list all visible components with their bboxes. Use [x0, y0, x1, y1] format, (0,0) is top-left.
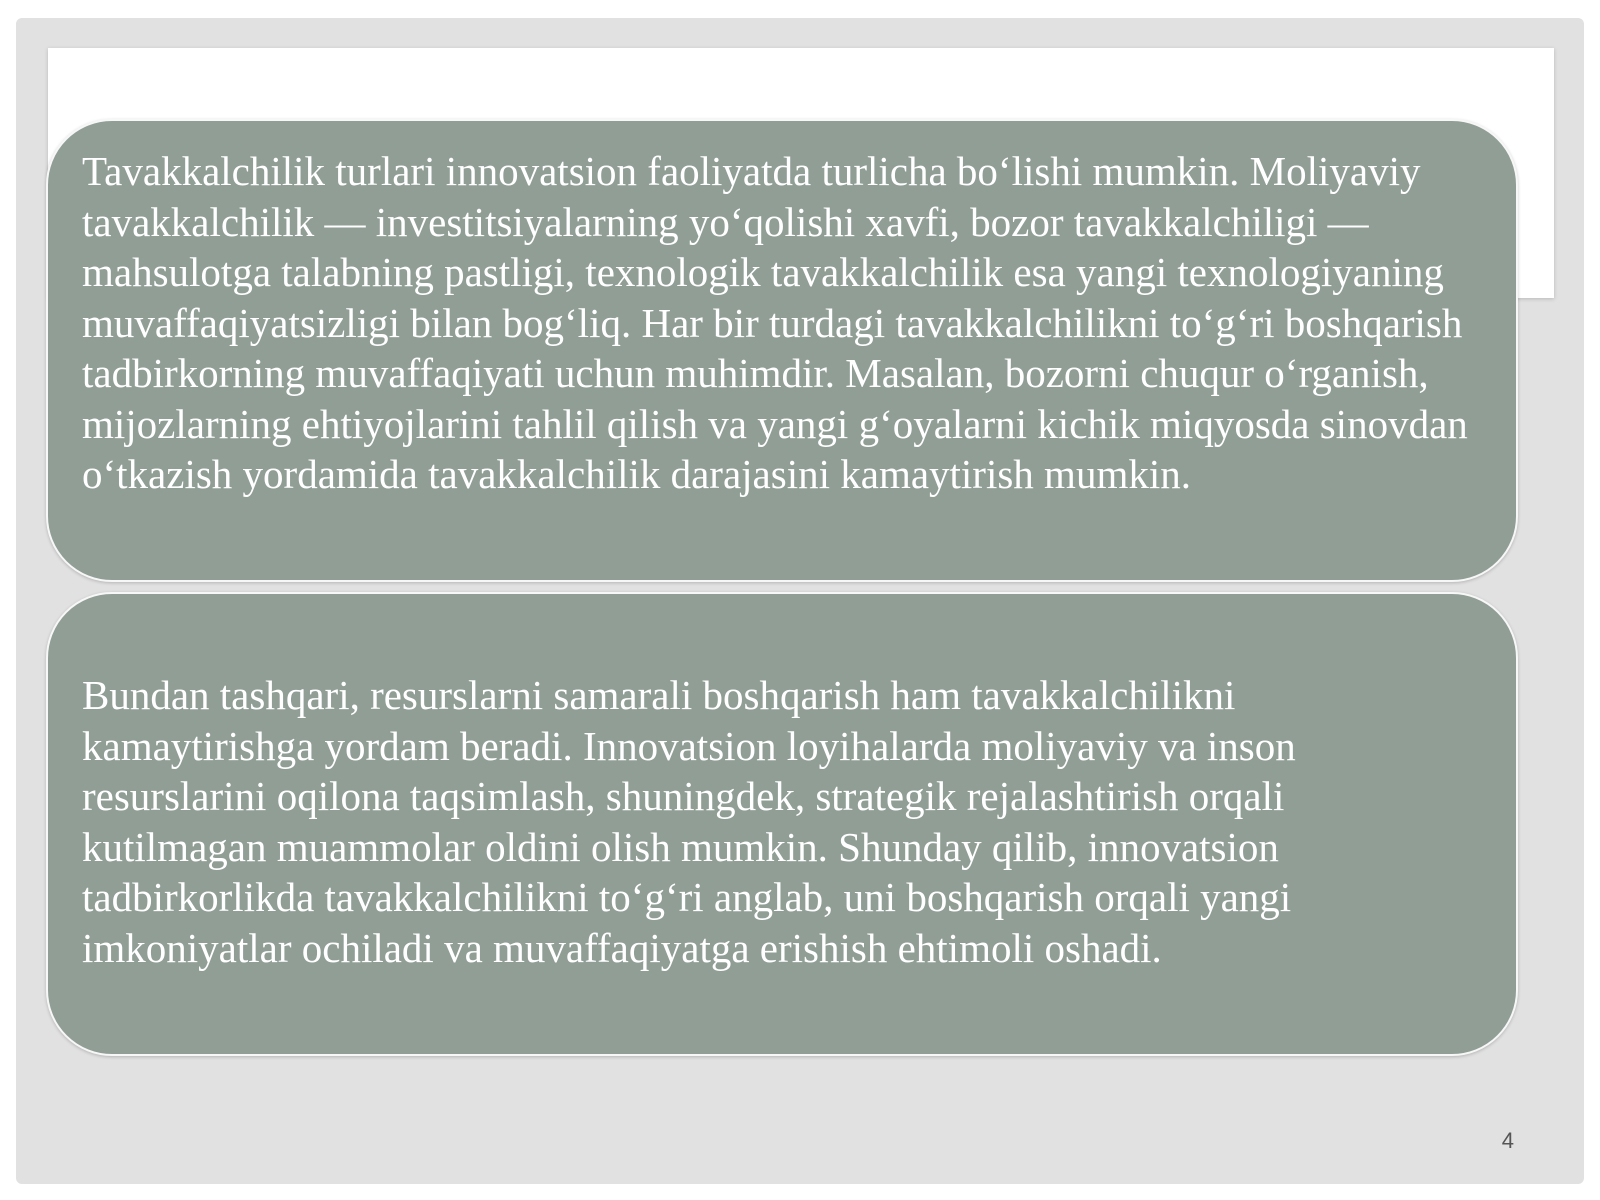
card-paragraph: Tavakkalchilik turlari innovatsion faoliyatda turlicha bo‘lishi mumkin. Moliyaviy tavakkalchilik — investitsiyalarning yo‘qolishi xavfi, bozor tavakkalchiligi — mahsulotga talabning pastligi, texnologik tavakkalchilik esa yangi texnologiyaning muvaffaqiyatsizligi bilan bog‘liq. Har bir turdagi tavakkalchilikni to‘g‘ri boshqarish tadbirkorning muvaffaqiyati uchun muhimdir. Masalan, bozorni chuqur o‘rganish, mijozlarning ehtiyojlarini tahlil qilish va yangi g‘oyalarni kichik miqyosda sinovdan o‘tkazish yordamida tavakkalchilik darajasini kamaytirish mumkin. — [82, 148, 1468, 497]
text-card-risk-types — [46, 119, 1518, 582]
text-card-resource-management — [46, 592, 1518, 1056]
page-number: 4 — [1501, 1128, 1514, 1153]
card-paragraph: Bundan tashqari, resurslarni samarali boshqarish ham tavakkalchilikni kamaytirishga yordam beradi. Innovatsion loyihalarda moliyaviy va inson resurslarini oqilona taqsimlash, shuningdek, strategik rejalashtirish orqali kutilmagan muammolar oldini olish mumkin. Shunday qilib, innovatsion tadbirkorlikda tavakkalchilikni to‘g‘ri anglab, uni boshqarish orqali yangi imkoniyatlar ochiladi va muvaffaqiyatga erishish ehtimoli oshadi. — [82, 672, 1296, 971]
